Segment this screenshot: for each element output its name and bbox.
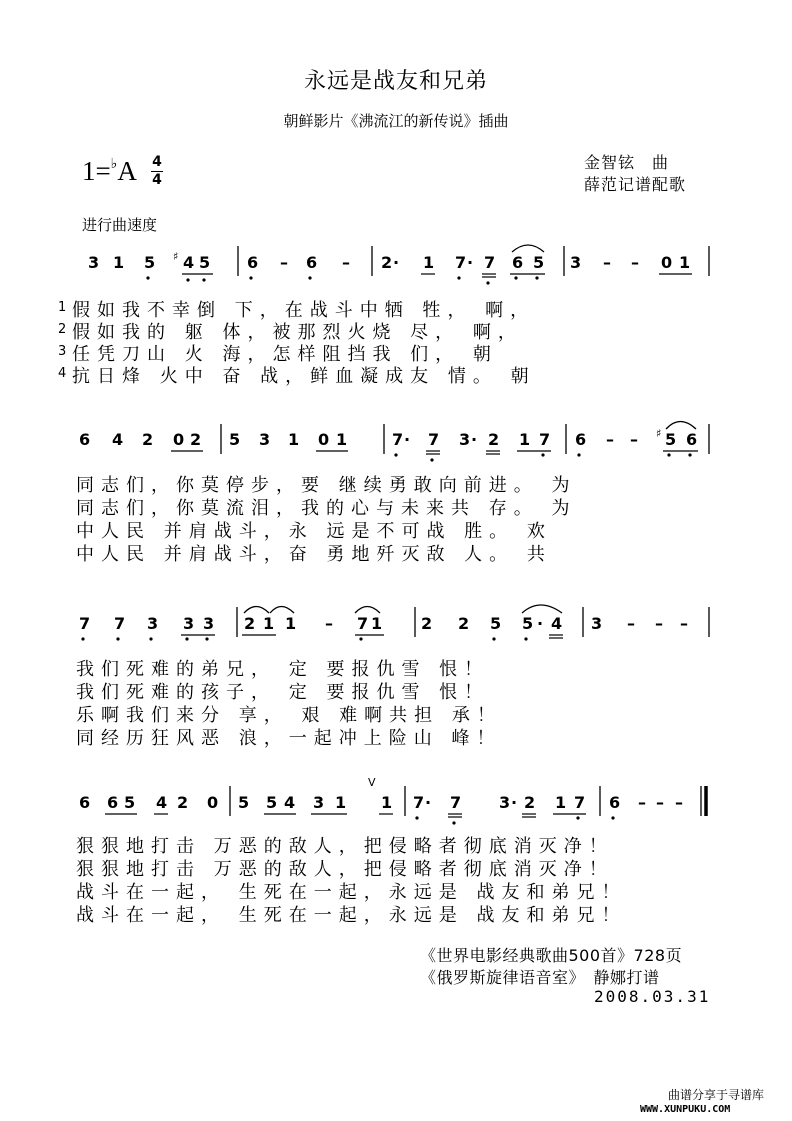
lyric-line: 假如我不幸倒 下，在战斗中牺 牲， 啊， xyxy=(72,300,536,321)
lyric-line: 狠狠地打击 万恶的敌人，把侵略者彻底消灭净！ xyxy=(76,859,614,880)
note: 7 xyxy=(574,793,586,812)
note: 7 xyxy=(413,793,425,812)
slur xyxy=(666,422,696,430)
lyric-line: 乐啊我们来分 享， 艰 难啊共担 承！ xyxy=(76,705,502,726)
note: 0 xyxy=(207,793,219,812)
tempo-marking: 进行曲速度 xyxy=(82,216,158,234)
staff-4 xyxy=(79,776,706,825)
note: 1 xyxy=(335,793,347,812)
note: 7 xyxy=(450,793,462,812)
low-dot xyxy=(667,453,670,456)
low-dot xyxy=(577,453,580,456)
low-dot xyxy=(415,816,418,819)
note: 1 xyxy=(679,253,691,272)
note: 3 xyxy=(88,253,100,272)
note: 1 xyxy=(555,793,567,812)
low-dot xyxy=(452,821,455,824)
note: 5 xyxy=(144,253,156,272)
dash: – xyxy=(627,614,635,633)
note: 6 xyxy=(79,793,91,812)
note: 3 xyxy=(313,793,325,812)
note: 2 xyxy=(458,614,470,633)
note: 7 xyxy=(114,614,126,633)
verse-number: 1 xyxy=(58,300,67,315)
low-dot xyxy=(149,637,152,640)
note: 2 xyxy=(524,793,536,812)
note: 6 xyxy=(107,793,119,812)
low-dot xyxy=(81,637,84,640)
note: 3 xyxy=(203,614,215,633)
slur xyxy=(522,605,562,613)
dot: · xyxy=(467,253,474,272)
dot: · xyxy=(393,253,400,272)
low-dot xyxy=(202,278,205,281)
lyric-line: 任凭刀山 火 海，怎样阻挡我 们， 朝 xyxy=(72,344,498,365)
dash: – xyxy=(675,793,683,812)
note: 1 xyxy=(519,430,531,449)
low-dot xyxy=(359,637,362,640)
note: 0 xyxy=(173,430,185,449)
note: 5 xyxy=(124,793,136,812)
note: 2 xyxy=(488,430,500,449)
note: 6 xyxy=(306,253,318,272)
note: 2 xyxy=(177,793,189,812)
note: 7 xyxy=(539,430,551,449)
note: 3 xyxy=(459,430,471,449)
page-title: 永远是战友和兄弟 xyxy=(303,69,488,94)
note: 3 xyxy=(499,793,511,812)
note: 7 xyxy=(392,430,404,449)
lyric-line: 抗日烽 火中 奋 战，鲜血凝成友 情。 朝 xyxy=(72,366,536,387)
note: 2 xyxy=(421,614,433,633)
note: 0 xyxy=(661,253,673,272)
lyric-line: 同经历狂风恶 浪，一起冲上险山 峰！ xyxy=(76,728,502,749)
note: 5 xyxy=(490,614,502,633)
low-dot xyxy=(185,637,188,640)
note: 7 xyxy=(79,614,91,633)
lyric-line: 假如我的 躯 体，被那烈火烧 尽， 啊， xyxy=(72,322,523,343)
lyric-line: 中人民 并肩战斗，奋 勇地歼灭敌 人。 共 xyxy=(76,544,552,565)
dash: – xyxy=(655,614,663,633)
page-subtitle: 朝鲜影片《沸流江的新传说》插曲 xyxy=(283,112,509,130)
note: 5 xyxy=(199,253,211,272)
dash: – xyxy=(603,253,611,272)
low-dot xyxy=(688,453,691,456)
note: 4 xyxy=(156,793,168,812)
footer-site-name: 曲谱分享于寻谱库 xyxy=(668,1088,765,1102)
dash: – xyxy=(638,793,646,812)
dash: – xyxy=(630,430,638,449)
note: 3 xyxy=(183,614,195,633)
dot: · xyxy=(511,793,518,812)
lyric-line: 中人民 并肩战斗，永 远是不可战 胜。 欢 xyxy=(76,521,552,542)
lyric-line: 战斗在一起， 生死在一起，永远是 战友和弟兄！ xyxy=(76,882,627,903)
low-dot xyxy=(524,637,527,640)
note: 7 xyxy=(455,253,467,272)
low-dot xyxy=(186,278,189,281)
dot: · xyxy=(425,793,432,812)
lyric-line: 同志们，你莫流泪，我的心与未来共 存。 为 xyxy=(76,498,577,519)
verse-number: 2 xyxy=(58,322,67,337)
time-numerator: 4 xyxy=(152,154,162,170)
slur xyxy=(244,607,269,614)
note: 4 xyxy=(112,430,124,449)
sharp-sign: ♯ xyxy=(656,427,662,440)
low-dot xyxy=(541,453,544,456)
composer-credit: 金智铉 曲 xyxy=(584,153,670,172)
staff-3 xyxy=(79,605,709,641)
key-prefix: 1= xyxy=(82,156,111,186)
dash: – xyxy=(631,253,639,272)
note: 3 xyxy=(570,253,582,272)
note: 1 xyxy=(113,253,125,272)
note: 5 xyxy=(533,253,545,272)
time-denominator: 4 xyxy=(152,172,162,188)
note: 3 xyxy=(591,614,603,633)
note: 4 xyxy=(183,253,195,272)
staff-2 xyxy=(79,422,709,462)
note: 2 xyxy=(381,253,393,272)
note: 1 xyxy=(288,430,300,449)
lyric-line: 战斗在一起， 生死在一起，永远是 战友和弟兄！ xyxy=(76,905,627,926)
dash: – xyxy=(680,614,688,633)
verse-number: 4 xyxy=(58,366,67,381)
low-dot xyxy=(146,276,149,279)
lyric-line: 我们死难的弟兄， 定 要报仇雪 恨！ xyxy=(76,659,490,680)
source-book: 《世界电影经典歌曲500首》728页 xyxy=(420,946,683,965)
verse-number: 3 xyxy=(58,344,67,359)
note: 6 xyxy=(575,430,587,449)
low-dot xyxy=(430,458,433,461)
dot: · xyxy=(537,614,544,633)
dash: – xyxy=(280,253,288,272)
note: 6 xyxy=(79,430,91,449)
lyric-line: 狠狠地打击 万恶的敌人，把侵略者彻底消灭净！ xyxy=(76,836,614,857)
note: 1 xyxy=(381,793,393,812)
note: 4 xyxy=(551,614,563,633)
note: 5 xyxy=(238,793,250,812)
source-transcriber: 《俄罗斯旋律语音室》 静娜打谱 xyxy=(420,968,660,987)
low-dot xyxy=(116,637,119,640)
dash: – xyxy=(325,614,333,633)
lyric-line: 我们死难的孩子， 定 要报仇雪 恨！ xyxy=(76,682,490,703)
sharp-sign: ♯ xyxy=(173,250,179,263)
note: 2 xyxy=(142,430,154,449)
dash: – xyxy=(656,793,664,812)
note: 2 xyxy=(244,614,256,633)
low-dot xyxy=(394,453,397,456)
note: 2 xyxy=(190,430,202,449)
low-dot xyxy=(514,276,517,279)
note: 0 xyxy=(318,430,330,449)
low-dot xyxy=(249,276,252,279)
staff-1 xyxy=(88,245,709,285)
dot: · xyxy=(471,430,478,449)
key-note: A xyxy=(117,156,137,186)
note: 1 xyxy=(336,430,348,449)
note: 5 xyxy=(229,430,241,449)
low-dot xyxy=(576,816,579,819)
footer-site-url[interactable]: WWW.XUNPUKU.COM xyxy=(640,1104,731,1115)
low-dot xyxy=(535,276,538,279)
flat-sign: ♭ xyxy=(110,157,118,172)
note: 3 xyxy=(147,614,159,633)
low-dot xyxy=(308,276,311,279)
low-dot xyxy=(611,816,614,819)
note: 6 xyxy=(686,430,698,449)
note: 1 xyxy=(371,614,383,633)
low-dot xyxy=(457,276,460,279)
dot: · xyxy=(404,430,411,449)
slur xyxy=(355,607,380,614)
note: 6 xyxy=(609,793,621,812)
note: 7 xyxy=(484,253,496,272)
breath-mark: V xyxy=(368,776,376,789)
note: 1 xyxy=(285,614,297,633)
arranger-credit: 薛范记谱配歌 xyxy=(584,175,687,194)
note: 7 xyxy=(357,614,369,633)
slur xyxy=(512,245,544,252)
slur xyxy=(270,607,294,614)
note: 3 xyxy=(259,430,271,449)
note: 5 xyxy=(665,430,677,449)
transcription-date: 2008.03.31 xyxy=(594,987,711,1006)
lyric-line: 同志们，你莫停步，要 继续勇敢向前进。 为 xyxy=(76,475,577,496)
low-dot xyxy=(205,637,208,640)
dash: – xyxy=(606,430,614,449)
low-dot xyxy=(492,637,495,640)
low-dot xyxy=(486,281,489,284)
note: 1 xyxy=(263,614,275,633)
note: 6 xyxy=(247,253,259,272)
note: 4 xyxy=(284,793,296,812)
note: 7 xyxy=(428,430,440,449)
dash: – xyxy=(342,253,350,272)
note: 1 xyxy=(423,253,435,272)
note: 6 xyxy=(512,253,524,272)
note: 5 xyxy=(522,614,534,633)
note: 5 xyxy=(266,793,278,812)
